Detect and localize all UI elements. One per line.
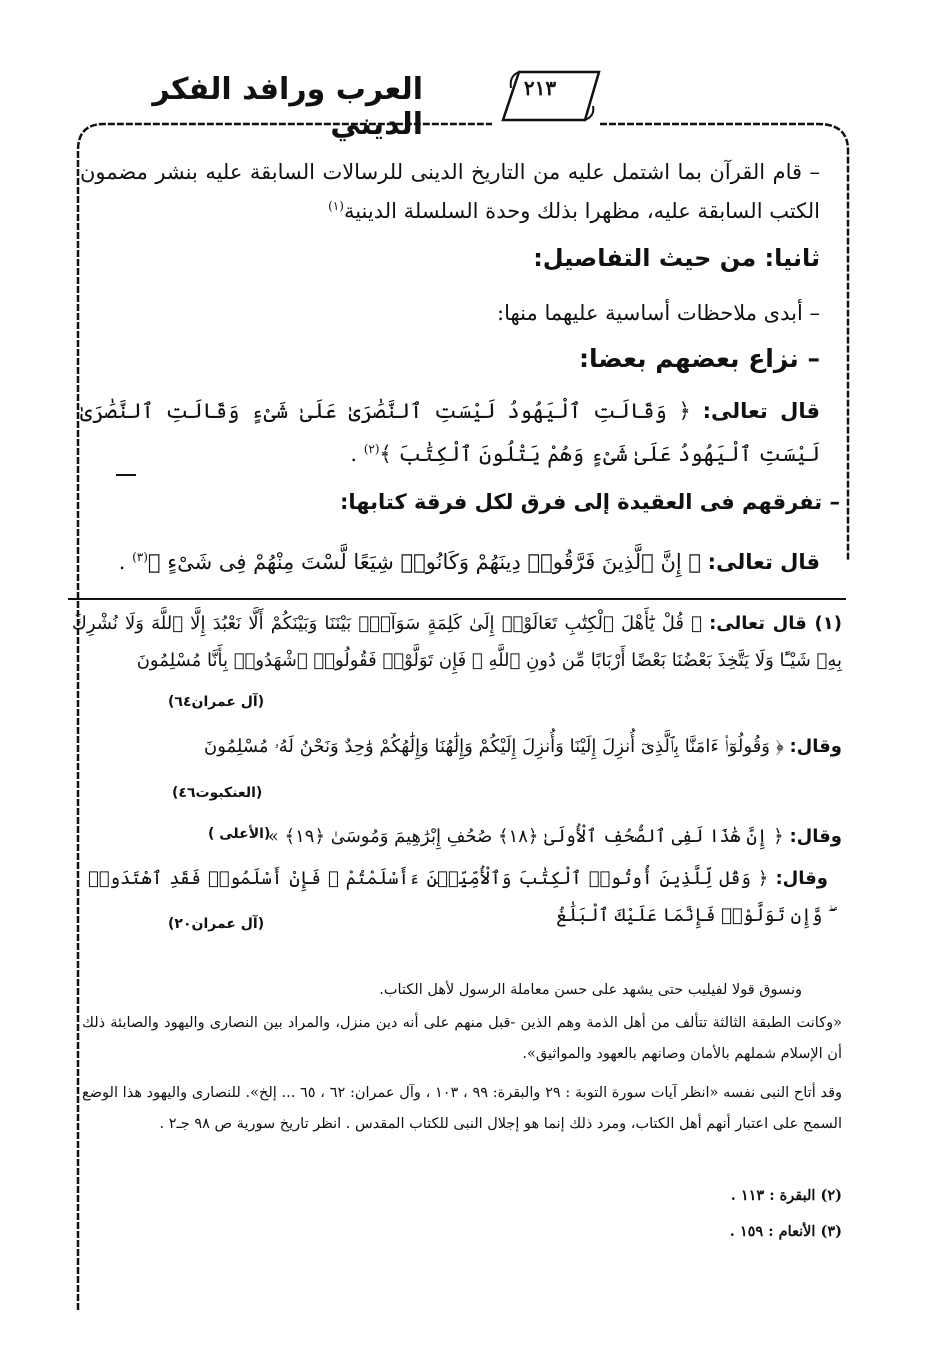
note-more: وقد أتاح النبى نفسه «انظر آيات سورة التوبة : ٢٩ والبقرة: ٩٩ ، ١٠٣ ، وآل عمران: ٦٢ ، ٦٥ ... إلخ». للنصارى واليهود هذا الوضع السمح على اعتبار أنهم أهل الكتاب، ومرد ذلك إنما هو إجلال النبى للكتاب المقدس . انظر تاريخ سورية ص ٩٨ جـ٢ . <box>82 1085 843 1132</box>
footnote-1-verse-2 <box>72 728 842 765</box>
quran-verse: ﴿ إِنَّ ٱلَّذِينَ فَرَّقُوا۟ دِينَهُمْ وَكَانُوا۟ شِيَعًا لَّسْتَ مِنْهُمْ فِى شَىْءٍ ﴾ <box>147 550 701 574</box>
quote-2: قال تعالى: ﴿ إِنَّ ٱلَّذِينَ فَرَّقُوا۟ دِينَهُمْ وَكَانُوا۟ شِيَعًا لَّسْتَ مِنْهُمْ فِى شَىْءٍ ﴾$^{(٣)}$ . <box>118 550 820 574</box>
footnote-ref-2: (٢) <box>363 442 380 456</box>
note-quote: «وكانت الطبقة الثالثة تتألف من أهل الذمة وهم الذين -قبل منهم على أنه دين منزل، والمراد بين النصارى واليهود والصابئة ذلك أن الإسلام شملهم بالأمان وصانهم بالعهود والمواثيق». <box>82 1015 842 1062</box>
verse-source: (العنكبوت٤٦) <box>172 785 263 801</box>
heading-division: – تفرقهم فى العقيدة إلى فرق لكل فرقة كتابها: <box>339 490 840 514</box>
verse-source: (الأعلى ) <box>208 826 271 842</box>
quran-verse: ﴿ قُلْ يَٰٓأَهْلَ ٱلْكِتَٰبِ تَعَالَوْا۟ إِلَىٰ كَلِمَةٍ سَوَآءٍۭ بَيْنَنَا وَبَيْنَكُمْ أَلَّا نَعْبُدَ إِلَّا ٱللَّهَ وَلَا نُشْرِكَ بِهِۦ شَيْـًٔا وَلَا يَتَّخِذَ بَعْضُنَا بَعْضًا أَرْبَابًا مِّن دُونِ ٱللَّهِ ۚ فَإِن تَوَلَّوْا۟ فَقُولُوا۟ ٱشْهَدُوا۟ بِأَنَّا مُسْلِمُونَ <box>72 613 842 671</box>
paragraph-observations: – أبدى ملاحظات أساسية عليهما منها: <box>497 301 820 325</box>
footnote-2: (٢) البقرة : ١١٣ . <box>730 1187 842 1204</box>
margin-mark <box>116 474 136 476</box>
quote-1: قال تعالى: ﴿ وَقَالَتِ ٱلْيَهُودُ لَيْسَتِ ٱلنَّصَٰرَىٰ عَلَىٰ شَىْءٍ وَقَالَتِ ٱلنَّصَٰرَىٰ لَيْسَتِ ٱلْيَهُودُ عَلَىٰ شَىْءٍ وَهُمْ يَتْلُونَ ٱلْكِتَٰبَ ﴾$^{(٢)}$ . <box>80 399 820 466</box>
footnote-label: وقال: <box>789 826 842 847</box>
note-intro: ونسوق قولا لفيليب حتى يشهد على حسن معاملة الرسول لأهل الكتاب. <box>379 982 802 998</box>
paragraph-text: – قام القرآن بما اشتمل عليه من التاريخ الدينى للرسالات السابقة عليه بنشر مضمون الكتب السابقة عليه، مظهرا بذلك وحدة السلسلة الدينية <box>80 160 820 223</box>
quran-verse: ﴿ وَقَالَتِ ٱلْيَهُودُ لَيْسَتِ ٱلنَّصَٰرَىٰ عَلَىٰ شَىْءٍ وَقَالَتِ ٱلنَّصَٰرَىٰ لَيْسَتِ ٱلْيَهُودُ عَلَىٰ شَىْءٍ وَهُمْ يَتْلُونَ ٱلْكِتَٰبَ ﴾ <box>80 399 820 466</box>
quran-verse: ﴿ إِنَّ هَٰذَا لَفِى ٱلصُّحُفِ ٱلْأُولَىٰ ﴿١٨﴾ صُحُفِ إِبْرَٰهِيمَ وَمُوسَىٰ ﴿١٩﴾ » <box>267 826 784 847</box>
paragraph-quran-history <box>80 155 820 228</box>
page-number: ٢١٣ <box>523 76 557 100</box>
footnote-label: وقال: <box>775 868 828 889</box>
footnote-1-verse-1 <box>72 605 842 679</box>
running-title: العرب ورافد الفكر الديني <box>152 72 423 142</box>
quran-verse: ﴿ وَقُل لِّلَّذِينَ أُوتُوا۟ ٱلْكِتَٰبَ وَٱلْأُمِّيِّـۧنَ ءَأَسْلَمْتُمْ ۚ فَإِنْ أَسْلَمُوا۟ فَقَدِ ٱهْتَدَوا۟ ۖ وَّإِن تَوَلَّوْا۟ فَإِنَّمَا عَلَيْكَ ٱلْبَلَٰغُ <box>88 868 828 926</box>
footnote-label: وقال: <box>789 736 842 757</box>
footnote-label: (١) قال تعالى: <box>709 613 842 634</box>
footnote-1-verse-3 <box>72 818 842 855</box>
quran-verse: ﴿ وَقُولُوٓا۟ ءَامَنَّا بِٱلَّذِىٓ أُنزِلَ إِلَيْنَا وَأُنزِلَ إِلَيْكُمْ وَإِلَٰهُنَا وَإِلَٰهُكُمْ وَٰحِدٌ وَنَحْنُ لَهُۥ مُسْلِمُونَ <box>203 736 784 757</box>
verse-source: (آل عمران٢٠) <box>168 916 265 932</box>
heading-dispute: – نزاع بعضهم بعضا: <box>579 344 820 373</box>
quote-label: قال تعالى: <box>707 550 820 574</box>
footnote-3: (٣) الأنعام : ١٥٩ . <box>729 1223 842 1240</box>
footnote-ref-1: (١) <box>328 199 344 213</box>
verse-source: (آل عمران٦٤) <box>168 694 265 710</box>
heading-details: ثانيا: من حيث التفاصيل: <box>533 244 820 272</box>
footnote-divider <box>68 598 846 600</box>
quote-label: قال تعالى: <box>702 399 820 423</box>
footnote-ref-3: (٣) <box>132 550 148 564</box>
